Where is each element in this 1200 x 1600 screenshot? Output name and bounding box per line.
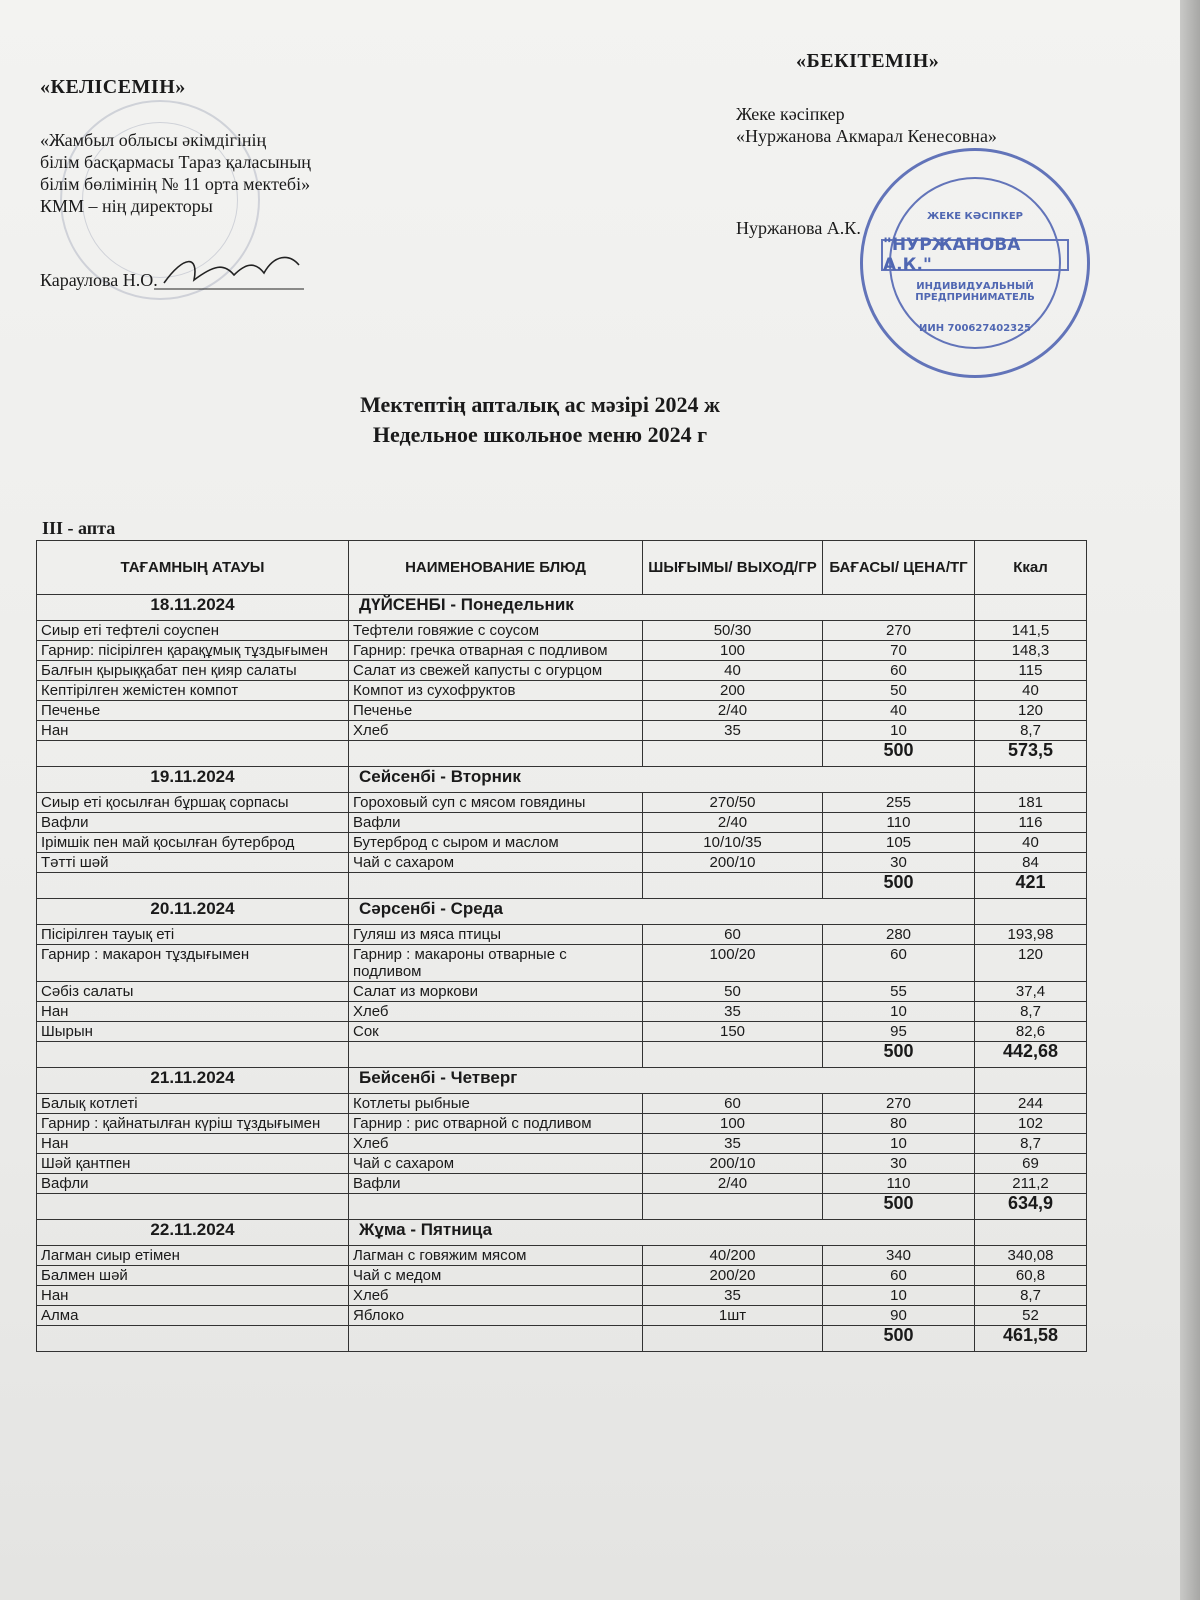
table-row [37,661,1087,681]
menu-table [36,540,1087,1352]
dish-price: 10 [823,721,975,741]
menu-body [37,595,1087,1352]
approval-right-line: «Нуржанова Акмарал Кенесовна» [736,126,997,146]
dish-output: 150 [643,1022,823,1042]
dish-price: 10 [823,1286,975,1306]
day-total-row [37,1042,1087,1068]
dish-output: 10/10/35 [643,833,823,853]
table-row [37,641,1087,661]
day-total-row [37,1194,1087,1220]
empty-cell [37,1194,349,1220]
empty-cell [37,873,349,899]
table-row [37,721,1087,741]
table-row [37,1114,1087,1134]
dish-name-ru: Хлеб [349,1002,643,1022]
column-header: Ккал [975,541,1087,595]
dish-name-kk: Тәтті шәй [37,853,349,873]
dish-name-kk: Нан [37,1002,349,1022]
dish-name-ru: Компот из сухофруктов [349,681,643,701]
dish-output: 35 [643,1002,823,1022]
dish-kcal: 340,08 [975,1246,1087,1266]
dish-name-kk: Сиыр еті қосылған бұршақ сорпасы [37,793,349,813]
column-header: НАИМЕНОВАНИЕ БЛЮД [349,541,643,595]
dish-kcal: 120 [975,945,1087,982]
day-name: Жұма - Пятница [349,1220,975,1246]
dish-name-kk: Алма [37,1306,349,1326]
column-header: ТАҒАМНЫҢ АТАУЫ [37,541,349,595]
empty-cell [349,873,643,899]
total-price: 500 [823,873,975,899]
empty-cell [643,873,823,899]
table-row [37,1134,1087,1154]
empty-cell [643,1194,823,1220]
title-ru: Недельное школьное меню 2024 г [372,422,708,447]
table-row [37,945,1087,982]
day-name: ДҮЙСЕНБІ - Понедельник [349,595,975,621]
day-header-row [37,595,1087,621]
dish-output: 200/10 [643,1154,823,1174]
approval-left-block [40,76,400,291]
table-row [37,793,1087,813]
dish-name-ru: Салат из моркови [349,982,643,1002]
approval-left-line: КММ – нің директоры [40,196,213,216]
day-name: Бейсенбі - Четверг [349,1068,975,1094]
dish-price: 70 [823,641,975,661]
approval-left-signer: Караулова Н.О. [40,270,158,290]
dish-price: 340 [823,1246,975,1266]
empty-cell [975,595,1087,621]
dish-name-kk: Шәй қантпен [37,1154,349,1174]
dish-name-ru: Яблоко [349,1306,643,1326]
table-row [37,982,1087,1002]
table-row [37,681,1087,701]
dish-output: 35 [643,1134,823,1154]
entrepreneur-stamp-icon [860,148,1090,378]
table-row [37,1266,1087,1286]
dish-kcal: 102 [975,1114,1087,1134]
dish-name-ru: Гороховый суп с мясом говядины [349,793,643,813]
dish-output: 2/40 [643,813,823,833]
dish-price: 60 [823,945,975,982]
signature-icon [154,245,304,295]
dish-kcal: 8,7 [975,1286,1087,1306]
total-price: 500 [823,1042,975,1068]
approval-left-signature [40,245,400,291]
dish-output: 35 [643,1286,823,1306]
dish-output: 100 [643,1114,823,1134]
table-row [37,925,1087,945]
dish-output: 60 [643,925,823,945]
dish-name-ru: Печенье [349,701,643,721]
dish-name-kk: Балық котлеті [37,1094,349,1114]
dish-price: 30 [823,853,975,873]
stamp-bottom-text: ИНДИВИДУАЛЬНЫЙ ПРЕДПРИНИМАТЕЛЬ [915,281,1035,303]
table-row [37,1094,1087,1114]
dish-price: 110 [823,813,975,833]
dish-kcal: 8,7 [975,1134,1087,1154]
table-header [37,541,1087,595]
dish-kcal: 69 [975,1154,1087,1174]
dish-output: 100/20 [643,945,823,982]
day-total-row [37,873,1087,899]
day-date: 19.11.2024 [37,767,349,793]
dish-kcal: 211,2 [975,1174,1087,1194]
total-price: 500 [823,1194,975,1220]
dish-name-kk: Пісірілген тауық еті [37,925,349,945]
dish-name-ru: Чай с сахаром [349,853,643,873]
total-kcal: 442,68 [975,1042,1087,1068]
dish-price: 10 [823,1134,975,1154]
total-kcal: 634,9 [975,1194,1087,1220]
dish-output: 2/40 [643,1174,823,1194]
dish-kcal: 148,3 [975,641,1087,661]
dish-name-ru: Хлеб [349,1286,643,1306]
column-header: ШЫҒЫМЫ/ ВЫХОД/ГР [643,541,823,595]
dish-name-ru: Гарнир : рис отварной с подливом [349,1114,643,1134]
dish-output: 200 [643,681,823,701]
dish-name-kk: Шырын [37,1022,349,1042]
dish-name-ru: Котлеты рыбные [349,1094,643,1114]
dish-name-ru: Вафли [349,813,643,833]
dish-name-kk: Сиыр еті тефтелі соуспен [37,621,349,641]
dish-price: 280 [823,925,975,945]
dish-name-ru: Вафли [349,1174,643,1194]
empty-cell [643,1326,823,1352]
dish-kcal: 244 [975,1094,1087,1114]
dish-name-kk: Гарнир : қайнатылған күріш тұздығымен [37,1114,349,1134]
table-row [37,1306,1087,1326]
day-date: 22.11.2024 [37,1220,349,1246]
approval-left-line: «Жамбыл облысы әкімдігінің [40,130,267,150]
dish-name-ru: Лагман с говяжим мясом [349,1246,643,1266]
table-row [37,621,1087,641]
approval-right-line: Жеке кәсіпкер [736,104,845,124]
dish-kcal: 82,6 [975,1022,1087,1042]
dish-name-kk: Нан [37,1134,349,1154]
dish-output: 200/20 [643,1266,823,1286]
dish-name-kk: Ірімшік пен май қосылған бутерброд [37,833,349,853]
dish-price: 30 [823,1154,975,1174]
dish-price: 90 [823,1306,975,1326]
dish-kcal: 40 [975,833,1087,853]
total-kcal: 461,58 [975,1326,1087,1352]
dish-price: 60 [823,1266,975,1286]
dish-name-ru: Гарнир: гречка отварная с подливом [349,641,643,661]
dish-price: 270 [823,1094,975,1114]
dish-output: 100 [643,641,823,661]
dish-output: 50 [643,982,823,1002]
dish-price: 50 [823,681,975,701]
dish-name-ru: Хлеб [349,721,643,741]
dish-name-kk: Нан [37,1286,349,1306]
day-header-row [37,767,1087,793]
dish-price: 95 [823,1022,975,1042]
dish-output: 40 [643,661,823,681]
dish-price: 55 [823,982,975,1002]
total-kcal: 421 [975,873,1087,899]
table-row [37,1174,1087,1194]
empty-cell [349,1194,643,1220]
empty-cell [349,1042,643,1068]
day-date: 18.11.2024 [37,595,349,621]
dish-price: 10 [823,1002,975,1022]
empty-cell [643,1042,823,1068]
day-total-row [37,1326,1087,1352]
dish-output: 60 [643,1094,823,1114]
approval-left-line: білім басқармасы Тараз қаласының [40,152,311,172]
table-row [37,1286,1087,1306]
table-row [37,701,1087,721]
approval-right-heading: «БЕКІТЕМІН» [796,50,940,72]
dish-kcal: 193,98 [975,925,1087,945]
empty-cell [643,741,823,767]
approval-left-heading: «КЕЛІСЕМІН» [40,76,186,98]
dish-name-ru: Чай с медом [349,1266,643,1286]
dish-name-kk: Гарнир : макарон тұздығымен [37,945,349,982]
day-name: Сәрсенбі - Среда [349,899,975,925]
dish-name-kk: Кептірілген жемістен компот [37,681,349,701]
dish-kcal: 52 [975,1306,1087,1326]
dish-kcal: 116 [975,813,1087,833]
dish-name-ru: Салат из свежей капусты с огурцом [349,661,643,681]
table-row [37,1022,1087,1042]
dish-output: 50/30 [643,621,823,641]
dish-kcal: 141,5 [975,621,1087,641]
day-date: 21.11.2024 [37,1068,349,1094]
empty-cell [37,741,349,767]
dish-output: 2/40 [643,701,823,721]
dish-kcal: 8,7 [975,721,1087,741]
total-price: 500 [823,1326,975,1352]
empty-cell [975,899,1087,925]
week-label: III - апта [42,518,116,538]
day-header-row [37,899,1087,925]
dish-price: 60 [823,661,975,681]
dish-name-kk: Балмен шәй [37,1266,349,1286]
title-kk: Мектептің апталық ас мәзірі 2024 ж [360,392,720,417]
day-name: Сейсенбі - Вторник [349,767,975,793]
approval-right-signer: Нуржанова А.К. [736,218,861,238]
table-row [37,1002,1087,1022]
total-price: 500 [823,741,975,767]
empty-cell [37,1326,349,1352]
dish-name-kk: Вафли [37,813,349,833]
dish-kcal: 115 [975,661,1087,681]
dish-name-kk: Балғын қырыққабат пен қияр салаты [37,661,349,681]
stamp-iin: ИИН 700627402325 [918,323,1032,334]
dish-name-ru: Чай с сахаром [349,1154,643,1174]
dish-kcal: 37,4 [975,982,1087,1002]
dish-name-ru: Сок [349,1022,643,1042]
dish-name-kk: Вафли [37,1174,349,1194]
approval-left-line: білім бөлімінің № 11 орта мектебі» [40,174,311,194]
dish-kcal: 40 [975,681,1087,701]
table-row [37,1154,1087,1174]
table-row [37,853,1087,873]
dish-kcal: 60,8 [975,1266,1087,1286]
dish-output: 35 [643,721,823,741]
dish-price: 40 [823,701,975,721]
stamp-top-text: ЖЕКЕ КӘСІПКЕР [927,211,1023,222]
dish-price: 110 [823,1174,975,1194]
dish-output: 1шт [643,1306,823,1326]
dish-kcal: 120 [975,701,1087,721]
dish-price: 255 [823,793,975,813]
column-header: БАҒАСЫ/ ЦЕНА/ТГ [823,541,975,595]
dish-kcal: 181 [975,793,1087,813]
day-header-row [37,1220,1087,1246]
total-kcal: 573,5 [975,741,1087,767]
dish-output: 40/200 [643,1246,823,1266]
dish-name-kk: Сәбіз салаты [37,982,349,1002]
empty-cell [975,1068,1087,1094]
empty-cell [37,1042,349,1068]
dish-kcal: 84 [975,853,1087,873]
day-date: 20.11.2024 [37,899,349,925]
dish-name-kk: Гарнир: пісірілген қарақұмық тұздығымен [37,641,349,661]
dish-name-ru: Хлеб [349,1134,643,1154]
dish-name-kk: Печенье [37,701,349,721]
table-row [37,1246,1087,1266]
stamp-center-text: "НУРЖАНОВА А.К." [881,239,1069,271]
dish-price: 105 [823,833,975,853]
empty-cell [975,767,1087,793]
dish-name-ru: Гарнир : макароны отварные с подливом [349,945,643,982]
dish-price: 270 [823,621,975,641]
day-header-row [37,1068,1087,1094]
table-row [37,813,1087,833]
dish-name-kk: Лагман сиыр етімен [37,1246,349,1266]
empty-cell [349,1326,643,1352]
dish-name-kk: Нан [37,721,349,741]
dish-price: 80 [823,1114,975,1134]
dish-name-ru: Гуляш из мяса птицы [349,925,643,945]
dish-name-ru: Тефтели говяжие с соусом [349,621,643,641]
page-edge [1180,0,1200,1600]
empty-cell [975,1220,1087,1246]
table-row [37,833,1087,853]
dish-output: 200/10 [643,853,823,873]
empty-cell [349,741,643,767]
dish-name-ru: Бутерброд с сыром и маслом [349,833,643,853]
dish-output: 270/50 [643,793,823,813]
dish-kcal: 8,7 [975,1002,1087,1022]
day-total-row [37,741,1087,767]
